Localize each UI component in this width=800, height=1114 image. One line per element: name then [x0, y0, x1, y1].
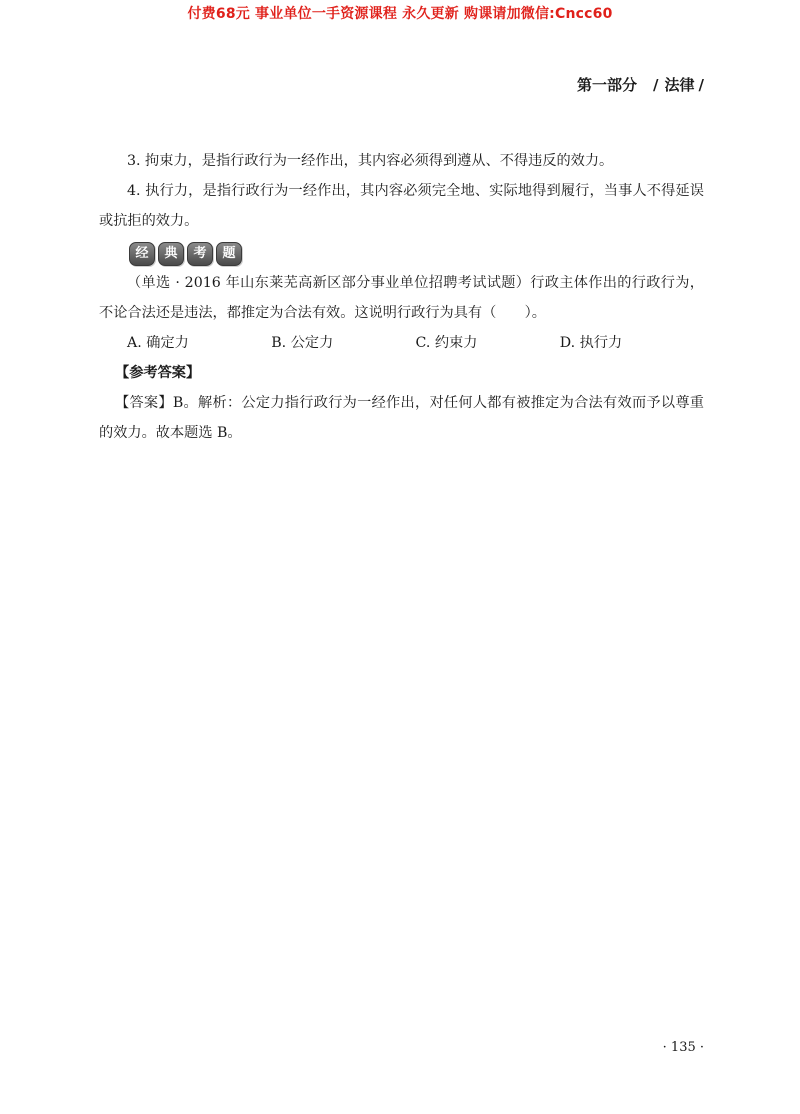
header-part: 第一部分 [577, 76, 638, 94]
paragraph-enforcement-force: 4. 执行力，是指行政行为一经作出，其内容必须完全地、实际地得到履行，当事人不得延误或抗拒的效力。 [99, 183, 704, 229]
badge-char: 考 [187, 242, 213, 266]
page-body [99, 146, 704, 448]
option-a: A. 确定力 [127, 335, 189, 351]
page-number: · 135 · [662, 1040, 704, 1055]
header-separator-end: / [698, 76, 704, 94]
reference-answer-title: 【参考答案】 [115, 365, 201, 381]
classic-question-badge [129, 242, 704, 266]
header-separator: / [653, 76, 659, 94]
badge-char: 经 [129, 242, 155, 266]
option-c: C. 约束力 [415, 335, 478, 351]
badge-char: 典 [158, 242, 184, 266]
badge-char: 题 [216, 242, 242, 266]
answer-options [99, 328, 704, 358]
running-header [577, 74, 704, 95]
header-subject: 法律 [664, 76, 695, 94]
option-d: D. 执行力 [559, 335, 623, 351]
watermark-banner: 付费68元 事业单位一手资源课程 永久更新 购课请加微信:Cncc60 [187, 6, 613, 22]
option-b: B. 公定力 [271, 335, 334, 351]
answer-explanation: 【答案】B。解析：公定力指行政行为一经作出，对任何人都有被推定为合法有效而予以尊重的效力。故本题选 B。 [99, 395, 704, 441]
paragraph-binding-force: 3. 拘束力，是指行政行为一经作出，其内容必须得到遵从、不得违反的效力。 [127, 153, 614, 169]
question-text: （单选 · 2016 年山东莱芜高新区部分事业单位招聘考试试题）行政主体作出的行政行为，不论合法还是违法，都推定为合法有效。这说明行政行为具有（ ）。 [99, 275, 704, 321]
